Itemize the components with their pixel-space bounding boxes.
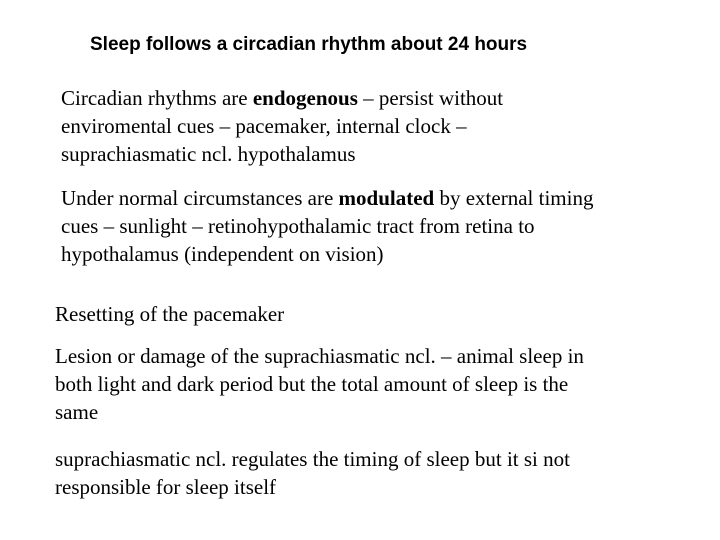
text-segment: – persist without	[357, 86, 504, 110]
text-line: both light and dark period but the total amount of sleep is the	[55, 372, 569, 396]
text-segment: Under normal circumstances are	[61, 186, 339, 210]
text-line: Lesion or damage of the suprachiasmatic ncl. – animal sleep in	[55, 344, 584, 368]
text-line: cues – sunlight – retinohypothalamic tract from retina to	[61, 214, 535, 238]
text-line: suprachiasmatic ncl. regulates the timing of sleep but it si not	[55, 447, 570, 471]
text-line	[61, 84, 711, 112]
text-line	[61, 184, 711, 212]
text-line: hypothalamus (independent on vision)	[61, 242, 384, 266]
paragraph-lesion	[55, 342, 705, 426]
emphasis-endogenous: endogenous	[252, 86, 358, 110]
text-line: same	[55, 400, 99, 424]
text-line: enviromental cues – pacemaker, internal clock –	[61, 114, 467, 138]
paragraph-timing	[55, 445, 705, 501]
text-line: suprachiasmatic ncl. hypothalamus	[61, 142, 356, 166]
paragraph-modulated	[61, 184, 711, 268]
text-segment: Circadian rhythms are	[61, 86, 253, 110]
slide-title: Sleep follows a circadian rhythm about 24 hours	[90, 34, 528, 55]
paragraph-resetting	[55, 300, 705, 328]
text-segment: by external timing	[434, 186, 594, 210]
text-line: Resetting of the pacemaker	[55, 302, 285, 326]
emphasis-modulated: modulated	[338, 186, 435, 210]
text-line: responsible for sleep itself	[55, 475, 277, 499]
paragraph-endogenous	[61, 84, 711, 168]
